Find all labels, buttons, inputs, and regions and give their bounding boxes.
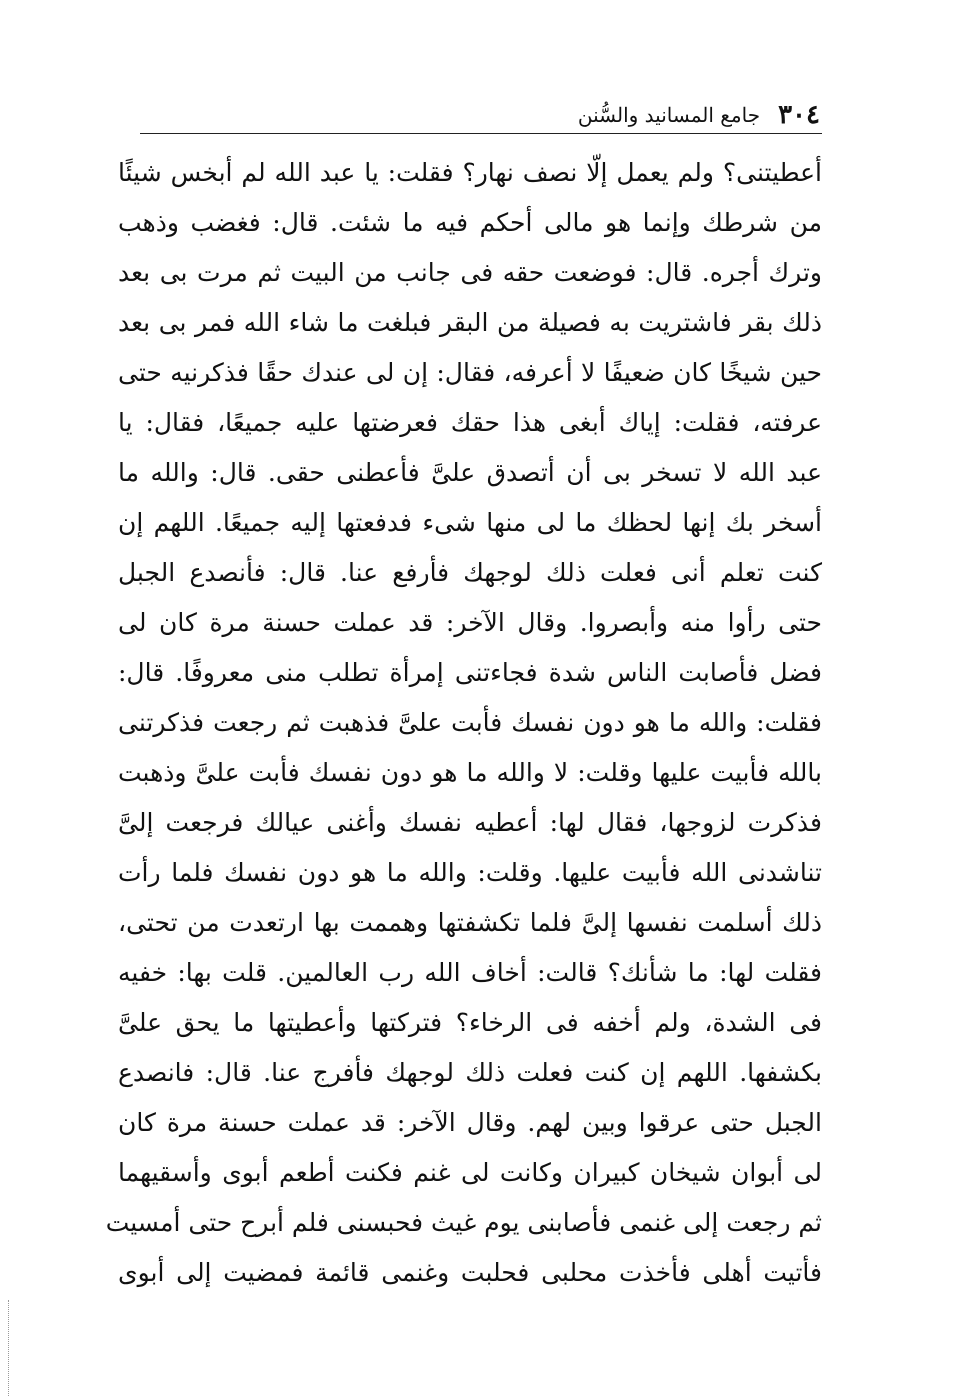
text-line: تناشدنى الله فأبيت عليها. وقلت: والله ما هو دون نفسك فلما رأت	[118, 858, 822, 887]
text-line: الجبل حتى عرقوا وبين لهم. وقال الآخر: قد عملت حسنة مرة كان	[118, 1108, 822, 1137]
page-number: ٣٠٤	[778, 100, 820, 130]
text-line: أعطيتنى؟ ولم يعمل إلّا نصف نهار؟ فقلت: يا عبد الله لم أبخس شيئًا	[118, 158, 822, 187]
text-line: عبد الله لا تسخر بى أن أتصدق علىَّ فأعطنى حقى. قال: والله ما	[118, 458, 822, 487]
text-line: ذلك بقر فاشتريت به فصيلة من البقر فبلغت ما شاء الله فمر بى بعد	[118, 308, 822, 337]
text-line: فأتيت أهلى فأخذت محلبى فحلبت وغنمى قائمة فمضيت إلى أبوى	[118, 1258, 822, 1287]
running-title: جامع المسانيد والسُّنن	[577, 103, 761, 127]
text-line: كنت تعلم أنى فعلت ذلك لوجهك فأرفع عنا. قال: فأنصدع الجبل	[118, 558, 822, 587]
text-line: ثم رجعت إلى غنمى فأصابنى يوم غيث فحبسنى فلم أبرح حتى أمسيت	[105, 1208, 822, 1237]
text-line: فى الشدة، ولم أخفه فى الرخاء؟ فتركتها وأعطيتها ما يحق علىَّ	[118, 1008, 822, 1037]
text-line: من شرطك وإنما هو مالى أحكم فيه ما شئت. قال: فغضب وذهب	[118, 208, 822, 237]
text-line: فذكرت لزوجها، فقال لها: أعطيه نفسك وأغنى عيالك فرجعت إلىَّ	[118, 808, 822, 837]
text-line: ذلك أسلمت نفسها إلىَّ فلما تكشفتها وهممت بها ارتعدت من تحتى،	[118, 908, 822, 937]
text-line: عرفته، فقلت: إياك أبغى هذا حقك فعرضتها عليه جميعًا، فقال: يا	[118, 408, 822, 437]
scan-edge-mark	[8, 1300, 11, 1396]
header-divider	[140, 133, 822, 134]
text-line: بالله فأبيت عليها وقلت: لا والله ما هو دون نفسك فأبت علىَّ وذهبت	[118, 758, 822, 787]
text-line: بكشفها. اللهم إن كنت فعلت ذلك لوجهك فأفرج عنا. قال: فانصدع	[118, 1058, 822, 1087]
text-line: حتى رأوا منه وأبصروا. وقال الآخر: قد عملت حسنة مرة كان لى	[118, 608, 822, 637]
text-line: فقلت لها: ما شأنك؟ قالت: أخاف الله رب العالمين. قلت بها: خفيه	[118, 958, 822, 987]
page-header	[140, 88, 820, 130]
text-line: حين شيخًا كان ضعيفًا لا أعرفه، فقال: إن لى عندك حقًا فذكرنيه حتى	[118, 358, 822, 387]
text-line: فضل فأصابت الناس شدة فجاءتنى إمرأة تطلب منى معروفًا. قال:	[118, 658, 822, 687]
text-line: لى أبوان شيخان كبيران وكانت لى غنم فكنت أطعم أبوى وأسقيهما	[118, 1158, 822, 1187]
text-line: فقلت: والله ما هو دون نفسك فأبت علىَّ فذهبت ثم رجعت فذكرتنى	[118, 708, 822, 737]
body-text	[105, 148, 822, 1298]
text-line: وترك أجره. قال: فوضعت حقه فى جانب من البيت ثم مرت بى بعد	[118, 258, 822, 287]
text-line: أسخر بك إنها لحظك ما لى منها شىء فدفعتها إليه جميعًا. اللهم إن	[118, 508, 822, 537]
